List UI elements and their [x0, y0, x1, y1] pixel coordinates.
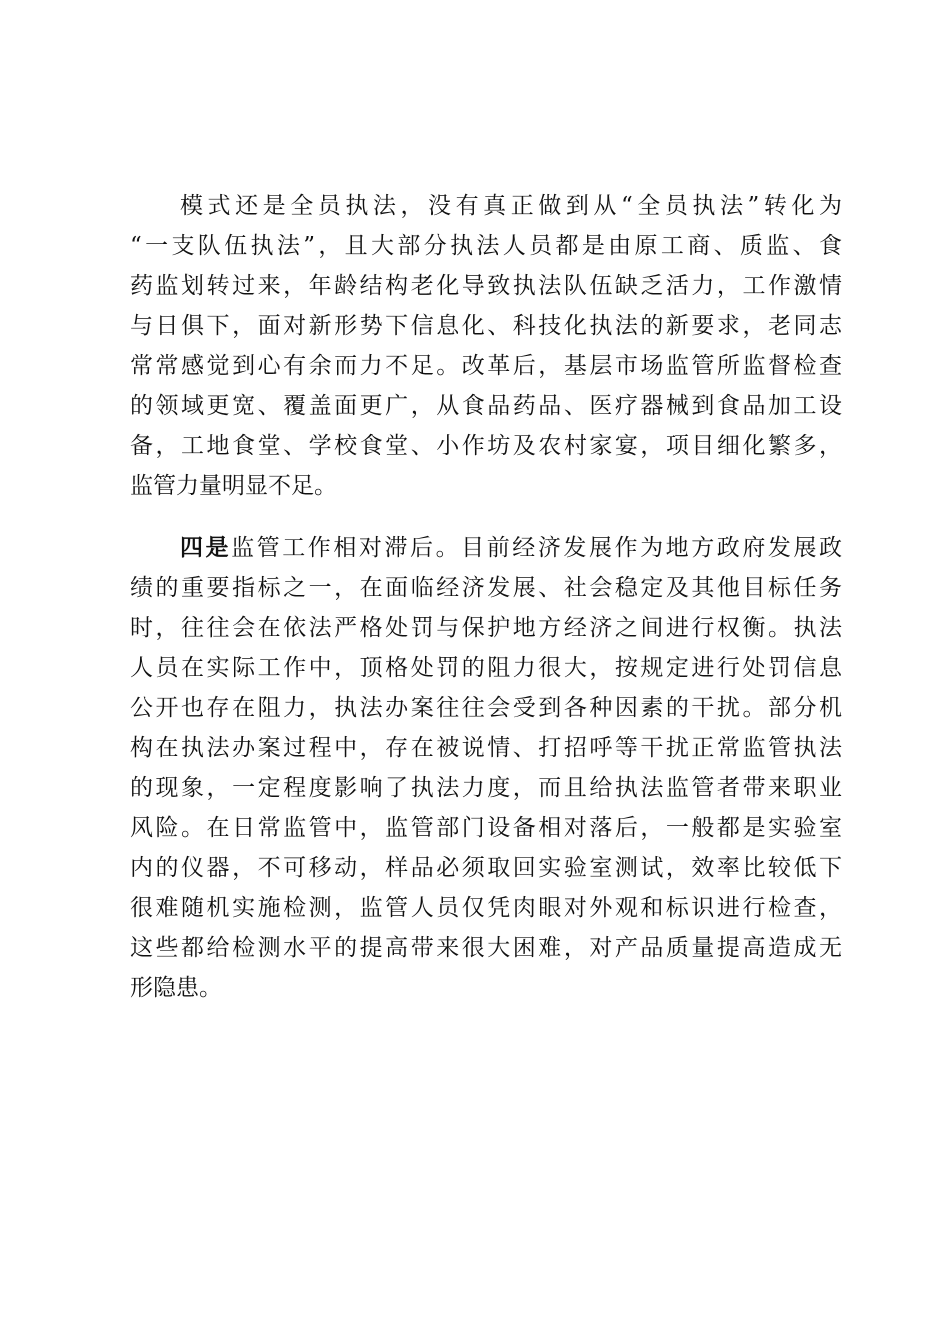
- paragraph-lead-heading: 四是: [180, 535, 232, 561]
- paragraph-line: “一支队伍执法”，且大部分执法人员都是由原工商、质监、食: [130, 233, 842, 259]
- paragraph-line: 与日俱下，面对新形势下信息化、科技化执法的新要求，老同志: [130, 313, 842, 339]
- paragraph-line: 人员在实际工作中，顶格处罚的阻力很大，按规定进行处罚信息: [130, 655, 842, 681]
- paragraph-line: 模式还是全员执法，没有真正做到从“全员执法”转化为: [180, 193, 842, 219]
- paragraph-line: 时，往往会在依法严格处罚与保护地方经济之间进行权衡。执法: [130, 615, 842, 641]
- paragraph-line: 绩的重要指标之一，在面临经济发展、社会稳定及其他目标任务: [130, 575, 842, 601]
- paragraph-line: 风险。在日常监管中，监管部门设备相对落后，一般都是实验室: [130, 815, 842, 841]
- paragraph-line: 很难随机实施检测，监管人员仅凭肉眼对外观和标识进行检查，: [130, 895, 842, 921]
- document-body: [130, 186, 842, 1008]
- paragraph-line: 构在执法办案过程中，存在被说情、打招呼等干扰正常监管执法: [130, 735, 842, 761]
- paragraph-line: 备，工地食堂、学校食堂、小作坊及农村家宴，项目细化繁多，: [130, 433, 842, 459]
- paragraph-line: 常常感觉到心有余而力不足。改革后，基层市场监管所监督检查: [130, 353, 842, 379]
- paragraph-line: 药监划转过来，年龄结构老化导致执法队伍缺乏活力，工作激情: [130, 273, 842, 299]
- paragraph-first-line: [130, 528, 842, 568]
- paragraph-spacer: [130, 506, 842, 528]
- paragraph-line: 这些都给检测水平的提高带来很大困难，对产品质量提高造成无: [130, 935, 842, 961]
- paragraph-line: 公开也存在阻力，执法办案往往会受到各种因素的干扰。部分机: [130, 695, 842, 721]
- paragraph-line: 的领域更宽、覆盖面更广，从食品药品、医疗器械到食品加工设: [130, 393, 842, 419]
- paragraph-2: [130, 528, 842, 1008]
- paragraph-line: 内的仪器，不可移动，样品必须取回实验室测试，效率比较低下: [130, 855, 842, 881]
- paragraph-line: 的现象，一定程度影响了执法力度，而且给执法监管者带来职业: [130, 775, 842, 801]
- paragraph-line: 监管力量明显不足。: [130, 473, 337, 499]
- paragraph-1: [130, 186, 842, 506]
- paragraph-first-line-text: 监管工作相对滞后。目前经济发展作为地方政府发展政: [231, 535, 842, 561]
- paragraph-line: 形隐患。: [130, 975, 222, 1001]
